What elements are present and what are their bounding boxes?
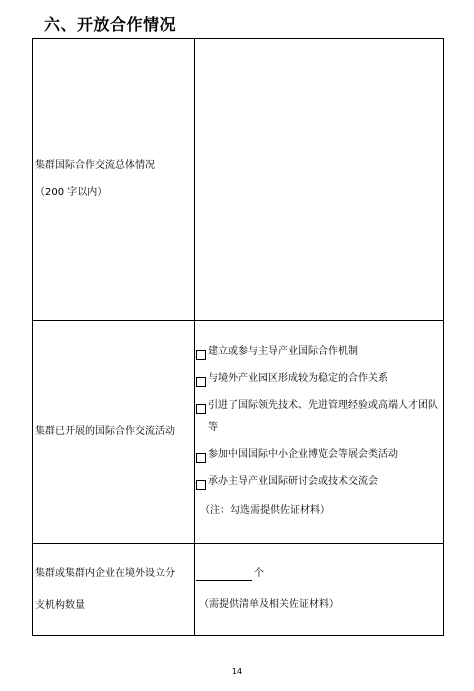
activity-option-5[interactable] <box>196 477 443 493</box>
overall-cooperation-input[interactable] <box>195 39 444 321</box>
checkbox-1[interactable] <box>196 350 206 360</box>
checkbox-3[interactable] <box>196 404 206 414</box>
overseas-branches-label-line2: 支机构数量 <box>35 599 85 611</box>
overseas-branches-label <box>33 544 195 636</box>
activity-option-3-label: 引进了国际领先技术、先进管理经验或高端人才团队等 <box>208 399 438 433</box>
checkbox-2[interactable] <box>196 377 206 387</box>
activity-option-5-label: 承办主导产业国际研讨会或技术交流会 <box>208 475 378 487</box>
cooperation-activities-label-text: 集群已开展的国际合作交流活动 <box>35 426 175 437</box>
overseas-branches-label-line1: 集群或集群内企业在境外设立分 <box>35 567 175 579</box>
cooperation-activities-label <box>33 321 195 544</box>
table-row-overall-cooperation <box>33 39 444 321</box>
branch-count-unit: 个 <box>254 568 264 579</box>
overall-cooperation-word-limit: （200 字以内） <box>35 187 108 198</box>
activity-option-4-label: 参加中国国际中小企业博览会等展会类活动 <box>208 448 398 460</box>
overseas-branches-value <box>195 544 444 636</box>
cooperation-activities-options <box>195 321 444 544</box>
activity-option-2[interactable] <box>196 374 443 390</box>
activity-option-2-label: 与境外产业园区形成较为稳定的合作关系 <box>208 372 388 384</box>
activities-evidence-note: （注：勾选需提供佐证材料） <box>200 504 330 516</box>
activity-option-1[interactable] <box>196 347 443 363</box>
overall-cooperation-label-text: 集群国际合作交流总体情况 <box>35 160 155 171</box>
open-cooperation-table <box>32 38 444 636</box>
checkbox-5[interactable] <box>196 480 206 490</box>
overseas-branches-evidence-note: （需提供清单及相关佐证材料） <box>199 599 339 610</box>
activity-option-1-label: 建立或参与主导产业国际合作机制 <box>208 345 358 357</box>
branch-count-input[interactable] <box>196 569 252 581</box>
table-row-overseas-branches <box>33 544 444 636</box>
checkbox-4[interactable] <box>196 453 206 463</box>
table-row-cooperation-activities <box>33 321 444 544</box>
section-heading: 六、开放合作情况 <box>44 15 177 34</box>
overall-cooperation-label <box>33 39 195 321</box>
activity-option-3[interactable] <box>196 401 443 439</box>
activity-option-4[interactable] <box>196 450 443 466</box>
page-number: 14 <box>231 667 243 676</box>
